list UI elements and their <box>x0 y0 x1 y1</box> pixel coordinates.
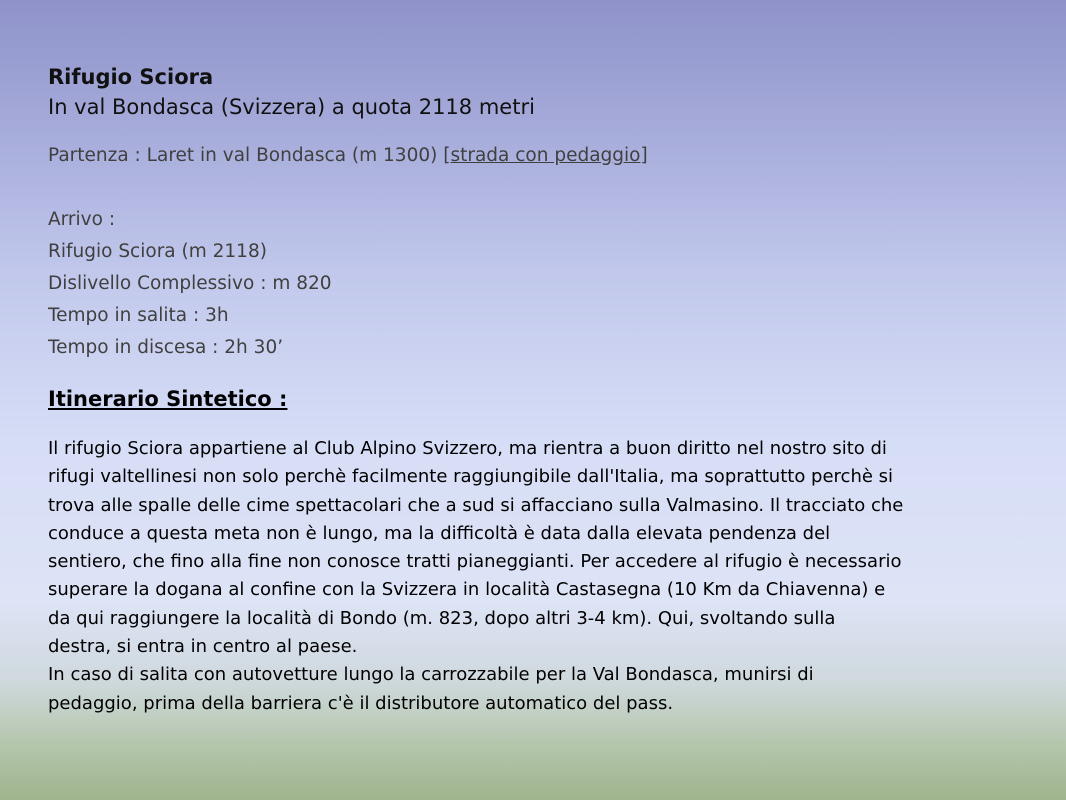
departure-suffix: ] <box>640 145 648 166</box>
itinerary-line: destra, si entra in centro al paese. <box>48 636 358 658</box>
itinerary-line: rifugi valtellinesi non solo perchè facilmente raggiungibile dall'Italia, ma soprattutto perchè si <box>48 466 894 488</box>
itinerary-line: superare la dogana al confine con la Svizzera in località Castasegna (10 Km da Chiavenna) e <box>48 579 886 601</box>
itinerary-line: trova alle spalle delle cime spettacolari che a sud si affacciano sulla Valmasino. Il tracciato che <box>48 494 904 516</box>
spacer <box>48 172 1038 204</box>
itinerary-line: In caso di salita con autovetture lungo la carrozzabile per la Val Bondasca, munirsi di <box>48 664 814 686</box>
itinerary-text <box>48 435 1038 718</box>
departure-text: Partenza : Laret in val Bondasca (m 1300) [ <box>48 145 451 166</box>
itinerary-line: Il rifugio Sciora appartiene al Club Alpino Svizzero, ma rientra a buon diritto nel nostro sito di <box>48 438 887 459</box>
itinerary-line: pedaggio, prima della barriera c'è il distributore automatico del pass. <box>48 692 674 714</box>
departure-line <box>48 140 1038 172</box>
page-title: Rifugio Sciora <box>48 65 214 89</box>
slide-content <box>48 62 1038 718</box>
route-info <box>48 140 1038 364</box>
arrival-value: Rifugio Sciora (m 2118) <box>48 241 267 262</box>
page-subtitle: In val Bondasca (Svizzera) a quota 2118 metri <box>48 95 535 119</box>
itinerary-heading: Itinerario Sintetico : <box>48 387 288 411</box>
itinerary-line: conduce a questa meta non è lungo, ma la difficoltà è data dalla elevata pendenza del <box>48 522 831 544</box>
elevation-gain: Dislivello Complessivo : m 820 <box>48 273 332 294</box>
descent-time: Tempo in discesa : 2h 30’ <box>48 337 284 358</box>
itinerary-line: da qui raggiungere la località di Bondo (m. 823, dopo altri 3-4 km). Qui, svoltando sulla <box>48 607 836 629</box>
itinerary-line: sentiero, che fino alla fine non conosce tratti pianeggianti. Per accedere al rifugio è necessario <box>48 551 902 573</box>
arrival-label: Arrivo : <box>48 209 116 230</box>
toll-road-link[interactable]: strada con pedaggio <box>450 145 641 166</box>
ascent-time: Tempo in salita : 3h <box>48 305 229 326</box>
